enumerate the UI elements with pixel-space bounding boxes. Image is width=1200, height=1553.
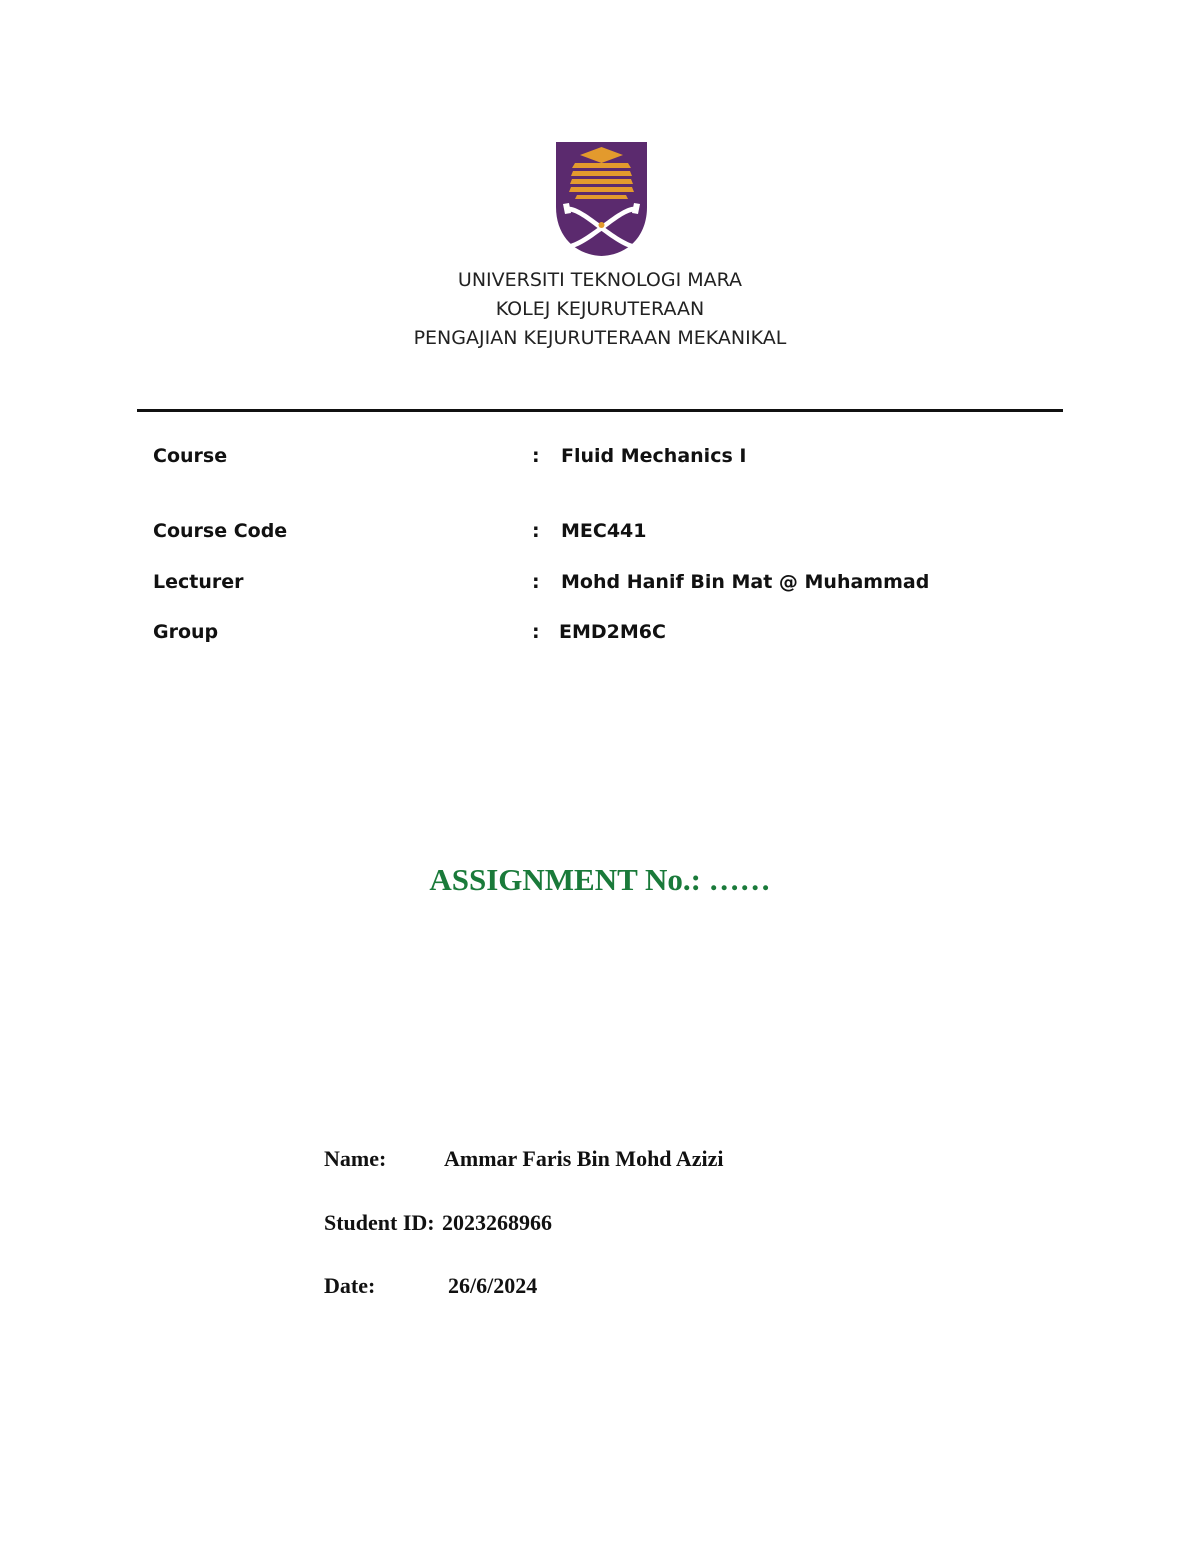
course-label: Course — [153, 445, 228, 467]
lecturer-value: Mohd Hanif Bin Mat @ Muhammad — [561, 571, 930, 593]
name-label: Name: — [324, 1146, 387, 1171]
course-code-label: Course Code — [153, 520, 288, 542]
info-row-lecturer — [0, 571, 1200, 599]
student-id-value: 2023268966 — [442, 1210, 552, 1235]
date-label: Date: — [324, 1273, 376, 1298]
group-label: Group — [153, 621, 219, 643]
lecturer-label: Lecturer — [153, 571, 244, 593]
student-id-label: Student ID: — [324, 1210, 435, 1235]
colon: : — [532, 571, 540, 593]
info-row-course — [0, 445, 1200, 473]
assignment-title: ASSIGNMENT No.: …… — [429, 862, 771, 897]
college-name: KOLEJ KEJURUTERAAN — [495, 298, 705, 320]
institution-header — [0, 266, 1200, 353]
colon: : — [532, 445, 540, 467]
group-value: EMD2M6C — [559, 621, 666, 643]
info-row-group — [0, 621, 1200, 649]
uitm-crest-icon — [555, 141, 648, 257]
school-name: PENGAJIAN KEJURUTERAAN MEKANIKAL — [413, 327, 787, 349]
date-value: 26/6/2024 — [448, 1273, 538, 1298]
course-value: Fluid Mechanics I — [561, 445, 747, 467]
header-divider — [137, 409, 1063, 412]
colon: : — [532, 520, 540, 542]
info-row-course-code — [0, 520, 1200, 548]
course-code-value: MEC441 — [561, 520, 647, 542]
name-value: Ammar Faris Bin Mohd Azizi — [444, 1146, 724, 1171]
colon: : — [532, 621, 540, 643]
university-name: UNIVERSITI TEKNOLOGI MARA — [457, 269, 743, 291]
